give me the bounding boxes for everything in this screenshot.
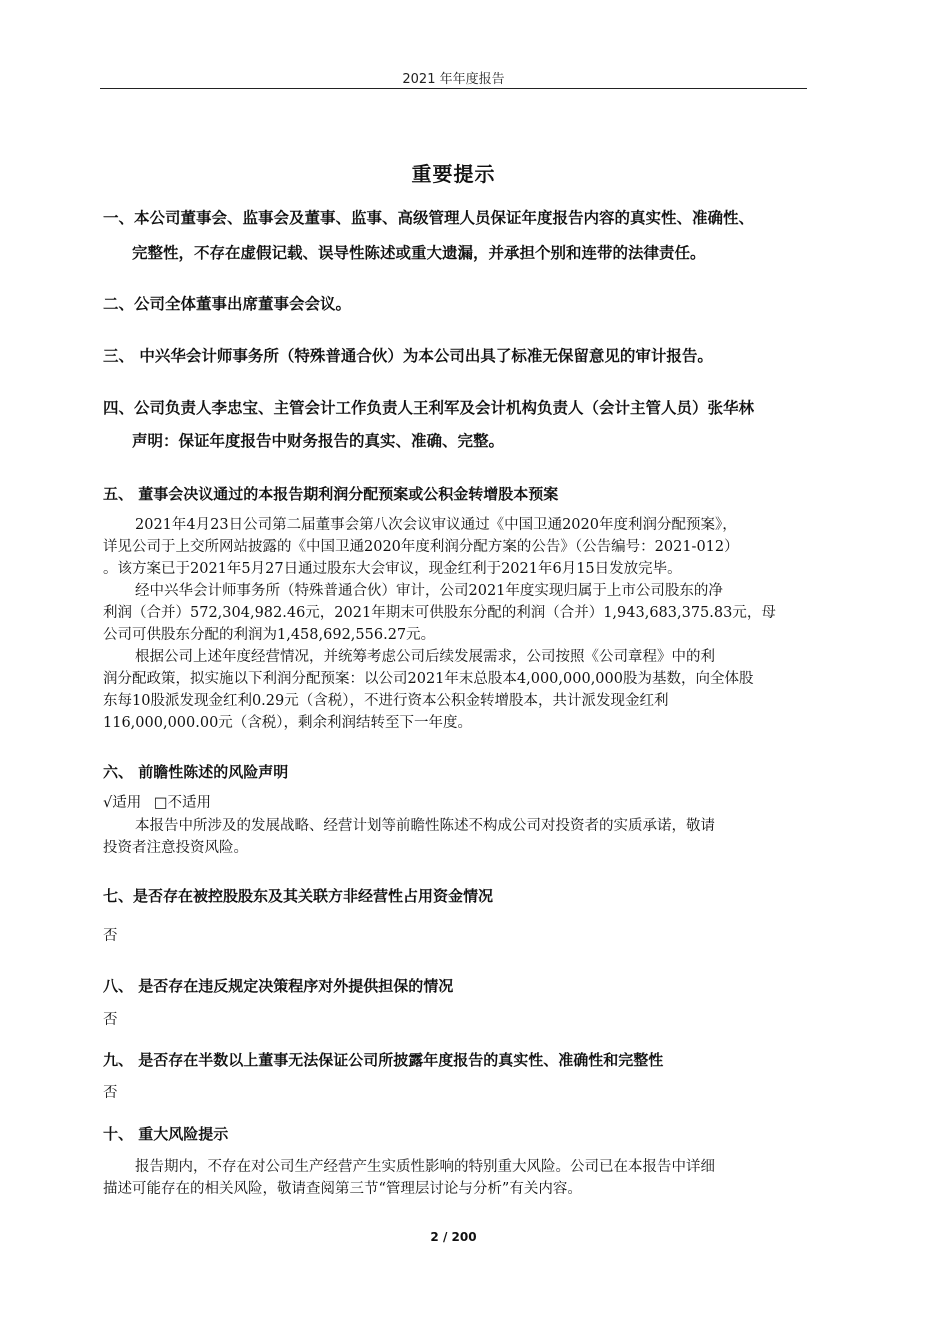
section-10-heading: 十、 重大风险提示 bbox=[103, 1125, 229, 1143]
section-5-line: 公司可供股东分配的利润为1,458,692,556.27元。 bbox=[103, 627, 436, 643]
section-4-line-1: 四、公司负责人李忠宝、主管会计工作负责人王利军及会计机构负责人（会计主管人员）张华林 bbox=[103, 399, 755, 417]
section-1-line-2: 完整性，不存在虚假记载、误导性陈述或重大遗漏，并承担个别和连带的法律责任。 bbox=[132, 244, 706, 262]
section-8-heading: 八、 是否存在违反规定决策程序对外提供担保的情况 bbox=[103, 977, 454, 995]
section-5-line: 根据公司上述年度经营情况，并统筹考虑公司后续发展需求，公司按照《公司章程》中的利 bbox=[135, 649, 715, 665]
page-number: 2 / 200 bbox=[430, 1230, 477, 1244]
section-5-line: 116,000,000.00元（含税），剩余利润结转至下一年度。 bbox=[103, 715, 473, 731]
section-9-answer: 否 bbox=[103, 1085, 118, 1101]
section-4-line-2: 声明：保证年度报告中财务报告的真实、准确、完整。 bbox=[132, 432, 505, 450]
section-5-line: 经中兴华会计师事务所（特殊普通合伙）审计，公司2021年度实现归属于上市公司股东的净 bbox=[135, 583, 723, 599]
section-5-line: 详见公司于上交所网站披露的《中国卫通2020年度利润分配方案的公告》（公告编号：2021-012） bbox=[103, 539, 739, 555]
section-6-line: 本报告中所涉及的发展战略、经营计划等前瞻性陈述不构成公司对投资者的实质承诺，敬请 bbox=[135, 818, 715, 834]
section-5-line: 2021年4月23日公司第二届董事会第八次会议审议通过《中国卫通2020年度利润分配预案》， bbox=[135, 517, 737, 533]
section-5-line: 东每10股派发现金红利0.29元（含税），不进行资本公积金转增股本，共计派发现金红利 bbox=[103, 693, 669, 709]
section-2-text: 二、公司全体董事出席董事会会议。 bbox=[103, 295, 352, 313]
page-title: 重要提示 bbox=[411, 162, 496, 186]
header-divider bbox=[100, 88, 807, 89]
section-10-line: 报告期内，不存在对公司生产经营产生实质性影响的特别重大风险。公司已在本报告中详细 bbox=[135, 1159, 715, 1175]
running-header: 2021 年年度报告 bbox=[402, 72, 505, 87]
section-6-heading: 六、 前瞻性陈述的风险声明 bbox=[103, 763, 289, 781]
applicable-checked-option: √适用 bbox=[103, 795, 142, 811]
section-8-answer: 否 bbox=[103, 1012, 118, 1028]
section-5-heading: 五、 董事会决议通过的本报告期利润分配预案或公积金转增股本预案 bbox=[103, 485, 559, 503]
applicability-options bbox=[103, 792, 211, 814]
section-5-line: 润分配政策，拟实施以下利润分配预案：以公司2021年末总股本4,000,000,000股为基数，向全体股 bbox=[103, 671, 754, 687]
section-7-heading: 七、是否存在被控股股东及其关联方非经营性占用资金情况 bbox=[103, 887, 494, 905]
not-applicable-option: □不适用 bbox=[153, 795, 212, 811]
section-3-text: 三、 中兴华会计师事务所（特殊普通合伙）为本公司出具了标准无保留意见的审计报告。 bbox=[103, 347, 713, 365]
section-5-line: 。该方案已于2021年5月27日通过股东大会审议，现金红利于2021年6月15日发放完毕。 bbox=[103, 561, 682, 577]
section-1-line-1: 一、本公司董事会、监事会及董事、监事、高级管理人员保证年度报告内容的真实性、准确性、 bbox=[103, 209, 755, 227]
section-10-line: 描述可能存在的相关风险，敬请查阅第三节“管理层讨论与分析”有关内容。 bbox=[103, 1181, 582, 1197]
section-7-answer: 否 bbox=[103, 928, 118, 944]
section-5-line: 利润（合并）572,304,982.46元，2021年期末可供股东分配的利润（合并）1,943,683,375.83元，母 bbox=[103, 605, 776, 621]
section-9-heading: 九、 是否存在半数以上董事无法保证公司所披露年度报告的真实性、准确性和完整性 bbox=[103, 1051, 664, 1069]
section-6-line: 投资者注意投资风险。 bbox=[103, 840, 248, 856]
